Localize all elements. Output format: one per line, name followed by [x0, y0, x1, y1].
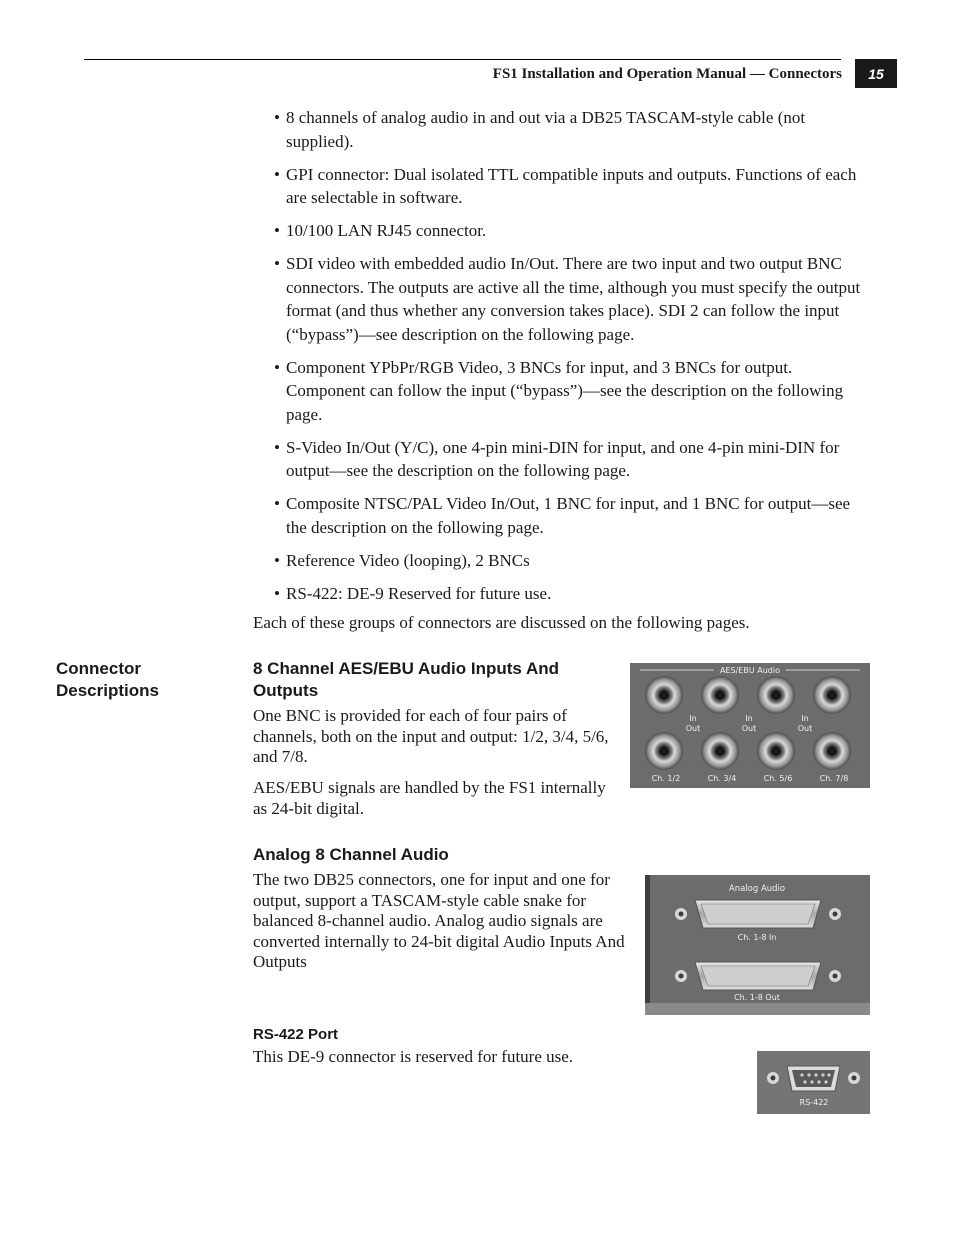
rs422-connector-photo — [757, 1051, 870, 1114]
summary-paragraph: Each of these groups of connectors are discussed on the following pages. — [253, 613, 750, 632]
aes-ebu-connector-photo — [630, 663, 870, 788]
aes-channel-label: Ch. 1/2 — [651, 774, 681, 783]
analog-in-label: Ch. 1-8 In — [737, 933, 777, 942]
aes-paragraph-1: One BNC is provided for each of four pairs of channels, both on the input and output: 1/2, 3/4, 5/6, and 7/8. — [253, 706, 609, 766]
bullet-icon: • — [274, 254, 280, 273]
bullet-item: • RS-422: DE-9 Reserved for future use. — [274, 582, 874, 606]
running-header: FS1 Installation and Operation Manual — Connectors — [492, 66, 842, 82]
aes-panel-title: AES/EBU Audio — [720, 666, 780, 675]
bullet-icon: • — [274, 221, 280, 240]
rs422-paragraph: This DE-9 connector is reserved for future use. — [253, 1047, 574, 1066]
bullet-item: • GPI connector: Dual isolated TTL compatible inputs and outputs. Functions of each are selectable in software. — [274, 164, 857, 207]
aes-paragraph-2: AES/EBU signals are handled by the FS1 internally as 24-bit digital. — [253, 778, 606, 818]
analog-panel-title: Analog Audio — [728, 884, 786, 894]
side-heading: Connector Descriptions — [56, 659, 159, 700]
analog-paragraph: The two DB25 connectors, one for input and one for output, support a TASCAM-style cable snake for balanced 8-channel audio. Analog audio signals are converted internally to 24-bit digital Audio Inputs And Outputs — [253, 870, 625, 971]
bullet-icon: • — [274, 583, 280, 603]
header-rule — [84, 59, 841, 60]
aes-channel-label: Ch. 7/8 — [819, 774, 849, 783]
aes-in-label: In — [689, 714, 697, 723]
bullet-item: • 8 channels of analog audio in and out via a DB25 TASCAM-style cable (not supplied). — [274, 108, 806, 151]
feature-bullet-list — [274, 106, 874, 615]
aes-in-label: In — [801, 714, 809, 723]
bullet-icon: • — [274, 357, 280, 377]
analog-audio-connector-photo — [645, 875, 870, 1015]
bullet-icon: • — [274, 164, 280, 184]
aes-channel-label: Ch. 5/6 — [763, 774, 793, 783]
bullet-icon: • — [274, 550, 280, 570]
bullet-icon: • — [274, 437, 280, 457]
rs422-panel-label: RS-422 — [799, 1098, 829, 1107]
bullet-item: • 10/100 LAN RJ45 connector. — [274, 219, 874, 243]
aes-out-label: Out — [797, 724, 813, 733]
aes-in-label: In — [745, 714, 753, 723]
aes-out-label: Out — [685, 724, 701, 733]
bullet-item: • SDI video with embedded audio In/Out. There are two input and two output BNC connectors. The outputs are active all the time, although you must specify the output format (and thus whether any conversion takes place). SDI 2 can follow the input (“bypass”)—see description on the following page. — [274, 254, 861, 344]
page-number: 15 — [855, 59, 897, 88]
analog-heading: Analog 8 Channel Audio — [253, 845, 449, 864]
analog-out-label: Ch. 1-8 Out — [734, 993, 780, 1002]
bullet-item: • Reference Video (looping), 2 BNCs — [274, 549, 874, 573]
aes-heading: 8 Channel AES/EBU Audio Inputs And Outputs — [253, 659, 559, 700]
bullet-item: • Composite NTSC/PAL Video In/Out, 1 BNC for input, and 1 BNC for output—see the description on the following page. — [274, 494, 851, 537]
rs422-heading: RS-422 Port — [253, 1026, 339, 1043]
bullet-item: • S-Video In/Out (Y/C), one 4-pin mini-DIN for input, and one 4-pin mini-DIN for output—see the description on the following page. — [274, 437, 840, 480]
bullet-icon: • — [274, 494, 280, 513]
aes-out-label: Out — [741, 724, 757, 733]
aes-channel-label: Ch. 3/4 — [707, 774, 737, 783]
bullet-icon: • — [274, 108, 280, 127]
bullet-item: • Component YPbPr/RGB Video, 3 BNCs for input, and 3 BNCs for output. Component can follow the input (“bypass”)—see the description on the following page. — [274, 357, 844, 424]
